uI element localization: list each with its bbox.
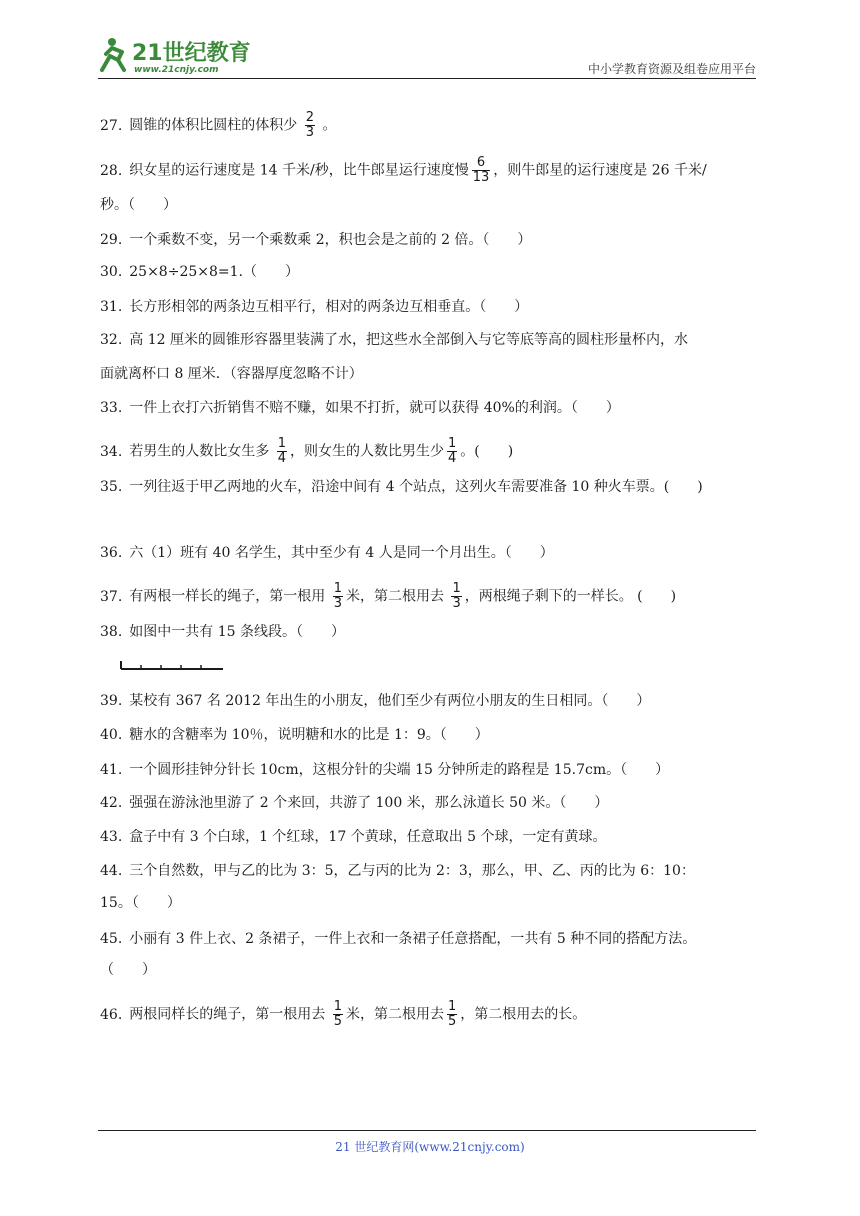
fraction	[333, 1000, 343, 1029]
question-33	[100, 398, 760, 418]
fraction	[447, 437, 457, 466]
question-text: 盒子中有 3 个白球，1 个红球，17 个黄球，任意取出 5 个球，一定有黄球。	[129, 829, 607, 845]
denominator: 13	[472, 170, 490, 185]
fraction	[277, 437, 287, 466]
question-text: 圆锥的体积比圆柱的体积少	[129, 117, 298, 134]
question-text: 如图中一共有 15 条线段。（ ）	[129, 624, 345, 640]
question-text: 一个圆形挂钟分针长 10cm，这根分针的尖端 15 分钟所走的路程是 15.7cm。（ ）	[129, 762, 670, 778]
denominator: 3	[333, 596, 342, 611]
question-text: ，第二根用去的长。	[460, 1006, 587, 1023]
denominator: 4	[448, 451, 457, 466]
question-35	[100, 477, 760, 497]
question-number: 44.	[100, 863, 123, 879]
question-text: ，则女生的人数比男生少	[290, 443, 444, 460]
question-29	[100, 230, 760, 250]
question-number: 40.	[100, 727, 123, 743]
denominator: 4	[277, 451, 286, 466]
question-number: 32.	[100, 332, 123, 348]
header-platform-label: 中小学教育资源及组卷应用平台	[587, 62, 756, 76]
numerator: 1	[277, 436, 286, 451]
fraction	[447, 1000, 457, 1029]
question-number: 28.	[100, 162, 123, 179]
question-text: 。( )	[460, 443, 514, 460]
question-number: 30.	[100, 264, 123, 280]
question-text: ，则牛郎星的运行速度是 26 千米/	[493, 162, 707, 179]
site-logo	[98, 34, 268, 76]
fraction	[333, 582, 343, 611]
denominator: 3	[305, 125, 314, 140]
question-text: 。	[322, 117, 337, 134]
question-text: ，两根绳子剩下的一样长。 ( )	[464, 588, 677, 605]
denominator: 3	[452, 596, 461, 611]
question-36	[100, 543, 760, 563]
question-28	[100, 156, 760, 185]
question-40	[100, 725, 760, 745]
question-43	[100, 827, 760, 847]
numerator: 1	[448, 436, 457, 451]
question-text: 长方形相邻的两条边互相平行，相对的两条边互相垂直。（ ）	[129, 299, 529, 315]
footer-link[interactable]: 21 世纪教育网(www.21cnjy.com)	[335, 1140, 525, 1154]
question-text: 25×8÷25×8=1.（ ）	[129, 264, 299, 280]
question-number: 31.	[100, 299, 123, 315]
fraction	[472, 156, 491, 185]
question-text: 一个乘数不变，另一个乘数乘 2，积也会是之前的 2 倍。（ ）	[129, 232, 532, 248]
runner-icon	[102, 38, 124, 70]
question-number: 29.	[100, 232, 123, 248]
question-number: 34.	[100, 443, 123, 460]
question-number: 41.	[100, 762, 123, 778]
question-text: 若男生的人数比女生多	[129, 443, 270, 460]
question-number: 45.	[100, 931, 123, 947]
question-text: 六（1）班有 40 名学生，其中至少有 4 人是同一个月出生。（ ）	[129, 545, 554, 561]
question-46	[100, 1000, 760, 1029]
question-42	[100, 793, 760, 813]
svg-text:www.21cnjy.com: www.21cnjy.com	[134, 65, 219, 75]
question-text: 强强在游泳池里游了 2 个来回，共游了 100 米，那么泳道长 50 米。（ ）	[129, 795, 609, 811]
numerator: 1	[333, 999, 342, 1014]
denominator: 5	[448, 1014, 457, 1029]
question-45-line-2: （ ）	[100, 962, 156, 978]
question-number: 33.	[100, 400, 123, 416]
question-text: 一列往返于甲乙两地的火车，沿途中间有 4 个站点，这列火车需要准备 10 种火车票。( )	[129, 479, 703, 495]
question-text: 两根同样长的绳子，第一根用去	[129, 1006, 326, 1023]
question-text: 糖水的含糖率为 10％，说明糖和水的比是 1：9。（ ）	[129, 727, 489, 743]
question-27	[100, 111, 760, 140]
numerator: 1	[452, 581, 461, 596]
question-number: 43.	[100, 829, 123, 845]
footer-divider	[98, 1130, 756, 1131]
question-28-line-2: 秒。（ ）	[100, 197, 177, 213]
question-32-line-2: 面就离杯口 8 厘米．（容器厚度忽略不计）	[100, 366, 363, 382]
question-text: 米，第二根用去	[346, 1006, 444, 1023]
question-32	[100, 330, 760, 350]
numerator: 6	[476, 155, 486, 170]
question-number: 38.	[100, 624, 123, 640]
question-41	[100, 760, 760, 780]
question-37	[100, 582, 760, 611]
question-text: 米，第二根用去	[346, 588, 444, 605]
question-31	[100, 297, 760, 317]
question-38	[100, 622, 760, 642]
question-number: 36.	[100, 545, 123, 561]
question-text: 一件上衣打六折销售不赔不赚，如果不打折，就可以获得 40%的利润。（ ）	[129, 400, 620, 416]
numerator: 1	[448, 999, 457, 1014]
question-number: 35.	[100, 479, 123, 495]
svg-text:21世纪教育: 21世纪教育	[132, 41, 251, 66]
question-text: 三个自然数，甲与乙的比为 3：5，乙与丙的比为 2：3，那么，甲、乙、丙的比为 6：10：	[129, 863, 695, 879]
question-44-line-2: 15。（ ）	[100, 895, 181, 911]
question-number: 37.	[100, 588, 123, 605]
numerator: 2	[305, 110, 314, 125]
question-44	[100, 861, 760, 881]
denominator: 5	[333, 1014, 342, 1029]
question-text: 某校有 367 名 2012 年出生的小朋友，他们至少有两位小朋友的生日相同。（ ）	[129, 693, 651, 709]
header-divider	[98, 78, 756, 79]
question-text: 高 12 厘米的圆锥形容器里装满了水，把这些水全部倒入与它等底等高的圆柱形量杯内，水	[129, 332, 688, 348]
numerator: 1	[333, 581, 342, 596]
question-number: 39.	[100, 693, 123, 709]
question-number: 27.	[100, 117, 123, 134]
question-text: 小丽有 3 件上衣、2 条裙子，一件上衣和一条裙子任意搭配，一共有 5 种不同的搭配方法。	[129, 931, 697, 947]
question-45	[100, 929, 760, 949]
line-segment-figure	[120, 658, 224, 672]
question-34	[100, 437, 760, 466]
fraction	[305, 111, 315, 140]
question-number: 42.	[100, 795, 123, 811]
fraction	[451, 582, 461, 611]
page-header	[98, 34, 756, 80]
question-text: 有两根一样长的绳子，第一根用	[129, 588, 326, 605]
question-30	[100, 262, 760, 282]
question-text: 织女星的运行速度是 14 千米/秒，比牛郎星运行速度慢	[129, 162, 469, 179]
question-number: 46.	[100, 1006, 123, 1023]
question-39	[100, 691, 760, 711]
